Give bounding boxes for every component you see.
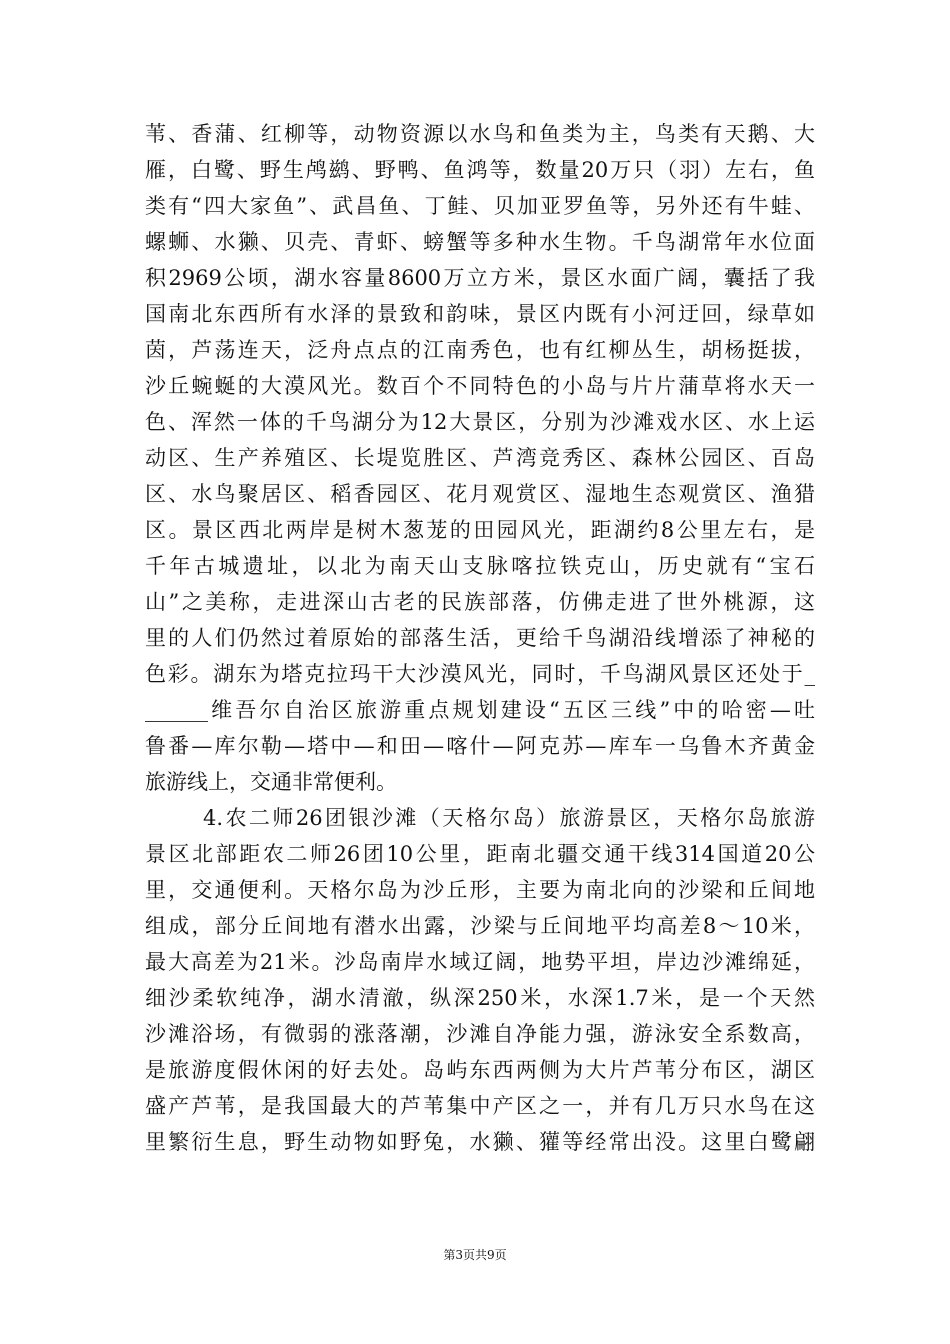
text-line: 雁，白鹭、野生鸬鹚、野鸭、鱼鸿等，数量20万只（羽）左右，鱼	[145, 158, 815, 182]
text-line: 最大高差为21米。沙岛南岸水域辽阔，地势平坦，岸边沙滩绵延，	[145, 950, 815, 974]
text-line: 盛产芦苇，是我国最大的芦苇集中产区之一，并有几万只水鸟在这	[145, 1094, 815, 1118]
text-line: 山”之美称，走进深山古老的民族部落，仿佛走进了世外桃源，这	[145, 590, 815, 614]
text-line: 苇、香蒲、红柳等，动物资源以水鸟和鱼类为主，鸟类有天鹅、大	[145, 122, 815, 146]
document-body	[145, 116, 815, 1160]
page-footer	[0, 1247, 950, 1263]
text-line: 动区、生产养殖区、长堤览胜区、芦湾竞秀区、森林公园区、百岛	[145, 446, 815, 470]
text-line: 区、水鸟聚居区、稻香园区、花月观赏区、湿地生态观赏区、渔猎	[145, 482, 815, 506]
paragraph-scenic-description	[145, 116, 815, 800]
text-line: 景区北部距农二师26团10公里，距南北疆交通干线314国道20公	[145, 842, 815, 866]
text-line: 色、浑然一体的千鸟湖分为12大景区，分别为沙滩戏水区、水上运	[145, 410, 815, 434]
page-number: 第3页共9页	[443, 1248, 507, 1262]
text-line: 茵，芦荡连天，泛舟点点的江南秀色，也有红柳丛生，胡杨挺拔，	[145, 338, 815, 362]
text-line: 千年古城遗址，以北为南天山支脉喀拉铁克山，历史就有“宝石	[145, 554, 815, 578]
text-line: 是旅游度假休闲的好去处。岛屿东西两侧为大片芦苇分布区，湖区	[145, 1058, 815, 1082]
text-line: 沙滩浴场，有微弱的涨落潮，沙滩自净能力强，游泳安全系数高，	[145, 1022, 815, 1046]
text-line: 里，交通便利。天格尔岛为沙丘形，主要为南北向的沙梁和丘间地	[145, 878, 815, 902]
text-line: 里的人们仍然过着原始的部落生活，更给千鸟湖沿线增添了神秘的	[145, 626, 815, 650]
text-line: ______维吾尔自治区旅游重点规划建设“五区三线”中的哈密—吐	[145, 698, 815, 722]
text-line: 类有“四大家鱼”、武昌鱼、丁鲑、贝加亚罗鱼等，另外还有牛蛙、	[145, 194, 815, 218]
text-line: 螺蛳、水獭、贝壳、青虾、螃蟹等多种水生物。千鸟湖常年水位面	[145, 230, 815, 254]
text-line: 色彩。湖东为塔克拉玛干大沙漠风光，同时，千鸟湖风景区还处于_	[145, 662, 815, 686]
text-line: 国南北东西所有水泽的景致和韵味，景区内既有小河迂回，绿草如	[145, 302, 815, 326]
text-line: 细沙柔软纯净，湖水清澈，纵深250米，水深1.7米，是一个天然	[145, 986, 815, 1010]
text-line: 里繁衍生息，野生动物如野兔，水獭、獾等经常出没。这里白鹭翩	[145, 1130, 815, 1154]
text-line: 鲁番—库尔勒—塔中—和田—喀什—阿克苏—库车一乌鲁木齐黄金	[145, 734, 815, 758]
paragraph-tiangeer-island	[145, 800, 815, 1160]
text-line: 积2969公顷，湖水容量8600万立方米，景区水面广阔，囊括了我	[145, 266, 815, 290]
text-line: 沙丘蜿蜒的大漠风光。数百个不同特色的小岛与片片蒲草将水天一	[145, 374, 815, 398]
text-line: 区。景区西北两岸是树木葱茏的田园风光，距湖约8公里左右，是	[145, 518, 815, 542]
text-line: 4.农二师26团银沙滩（天格尔岛）旅游景区，天格尔岛旅游	[203, 806, 815, 830]
text-line: 组成，部分丘间地有潜水出露，沙梁与丘间地平均高差8～10米，	[145, 914, 815, 938]
text-line: 旅游线上，交通非常便利。	[145, 770, 397, 794]
